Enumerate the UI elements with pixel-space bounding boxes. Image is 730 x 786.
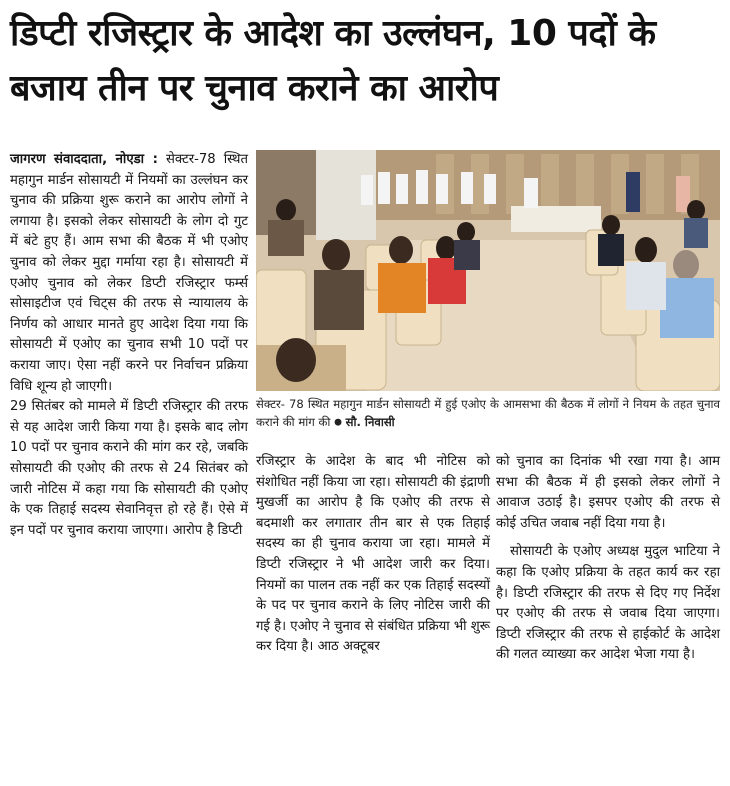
article-paragraph: को चुनाव का दिनांक भी रखा गया है। आम सभा की बैठक में ही इसको लेकर लोगों ने आवाज उठाई है। इसपर एओए की तरफ से कोई उचित जवाब नहीं दिया गया है। bbox=[496, 454, 720, 531]
meeting-photo-illustration bbox=[256, 150, 720, 391]
meeting-photo bbox=[256, 150, 720, 391]
lead-text: सेक्टर-78 स्थित महागुन मार्डन सोसायटी में नियमों का उल्लंघन कर चुनाव की प्रक्रिया शुरू कराने का आरोप लोगों ने लगाया है। इसको लेकर सोसायटी के लोग दो गुट में बंटे हुए हैं। आम सभा की बैठक में भी एओए चुनाव को लेकर मुद्दा गर्माया रहा है। सोसायटी में एओए चुनाव को लेकर डिप्टी रजिस्ट्रार फर्म्स सोसाइटीज एवं चिट्स की तरफ से न्यायालय के निर्णय को आधार मानते हुए आदेश दिया गया कि सोसायटी में एओए का चुनाव सभी 10 पदों पर कराया जाए। ऐसा नहीं करने पर निर्वाचन प्रक्रिया विधि शून्य हो जाएगी। bbox=[10, 152, 248, 394]
article-paragraph: रजिस्ट्रार के आदेश के बाद भी नोटिस को संशोधित नहीं किया जा रहा। सोसायटी की इंद्राणी मुखर्जी का आरोप है कि एओए की तरफ से बदमाशी कर लगातार तीन बार से एक तिहाई सदस्य का ही चुनाव कराया जा रहा। मामले में डिप्टी रजिस्ट्रार ने भी आदेश जारी कर दिया। नियमों का पालन तक नहीं कर एक तिहाई सदस्यों के पद पर चुनाव कराने के लिए नोटिस जारी की गई है। एओए ने चुनाव से संबंधित प्रक्रिया भी शुरू कर दिया है। आठ अक्टूबर bbox=[256, 454, 490, 655]
byline: जागरण संवाददाता, नोएडा : bbox=[10, 152, 158, 167]
photo-credit: सौ. निवासी bbox=[345, 415, 395, 429]
bullet-icon: ● bbox=[334, 417, 342, 428]
article-lead bbox=[10, 150, 248, 397]
article-column-1 bbox=[10, 150, 248, 541]
article-column-3 bbox=[496, 452, 720, 666]
photo-caption-text: सेक्टर- 78 स्थित महागुन मार्डन सोसायटी में हुई एओए के आमसभा की बैठक में लोगों ने नियम के तहत चुनाव कराने की मांग की bbox=[256, 397, 720, 429]
headline: डिप्टी रजिस्ट्रार के आदेश का उल्लंघन, 10 पदों के बजाय तीन पर चुनाव कराने का आरोप bbox=[10, 13, 656, 109]
article-paragraph: 29 सितंबर को मामले में डिप्टी रजिस्ट्रार की तरफ से यह आदेश जारी किया गया है। इसके बाद लोग 10 पदों पर चुनाव कराने की मांग कर रहे, जबकि सोसायटी की एओए की तरफ से 24 सितंबर को जारी नोटिस में कहा गया कि सोसायटी की एओए के एक तिहाई सदस्य सेवानिवृत्त हो रहे हैं। ऐसे में इन पदों पर चुनाव कराया जाएगा। आरोप है डिप्टी bbox=[10, 399, 248, 538]
photo-caption bbox=[256, 395, 720, 432]
article-paragraph: सोसायटी के एओए अध्यक्ष मुदुल भाटिया ने कहा कि एओए प्रक्रिया के तहत कार्य कर रहा है। डिप्टी रजिस्ट्रार की तरफ से दिए गए निर्देश पर एओए की तरफ से जवाब दिया जाएगा। डिप्टी रजिस्ट्रार की तरफ से हाईकोर्ट के आदेश की गलत व्याख्या कर आदेश भेजा गया है। bbox=[496, 544, 720, 663]
article-column-2 bbox=[256, 452, 490, 658]
